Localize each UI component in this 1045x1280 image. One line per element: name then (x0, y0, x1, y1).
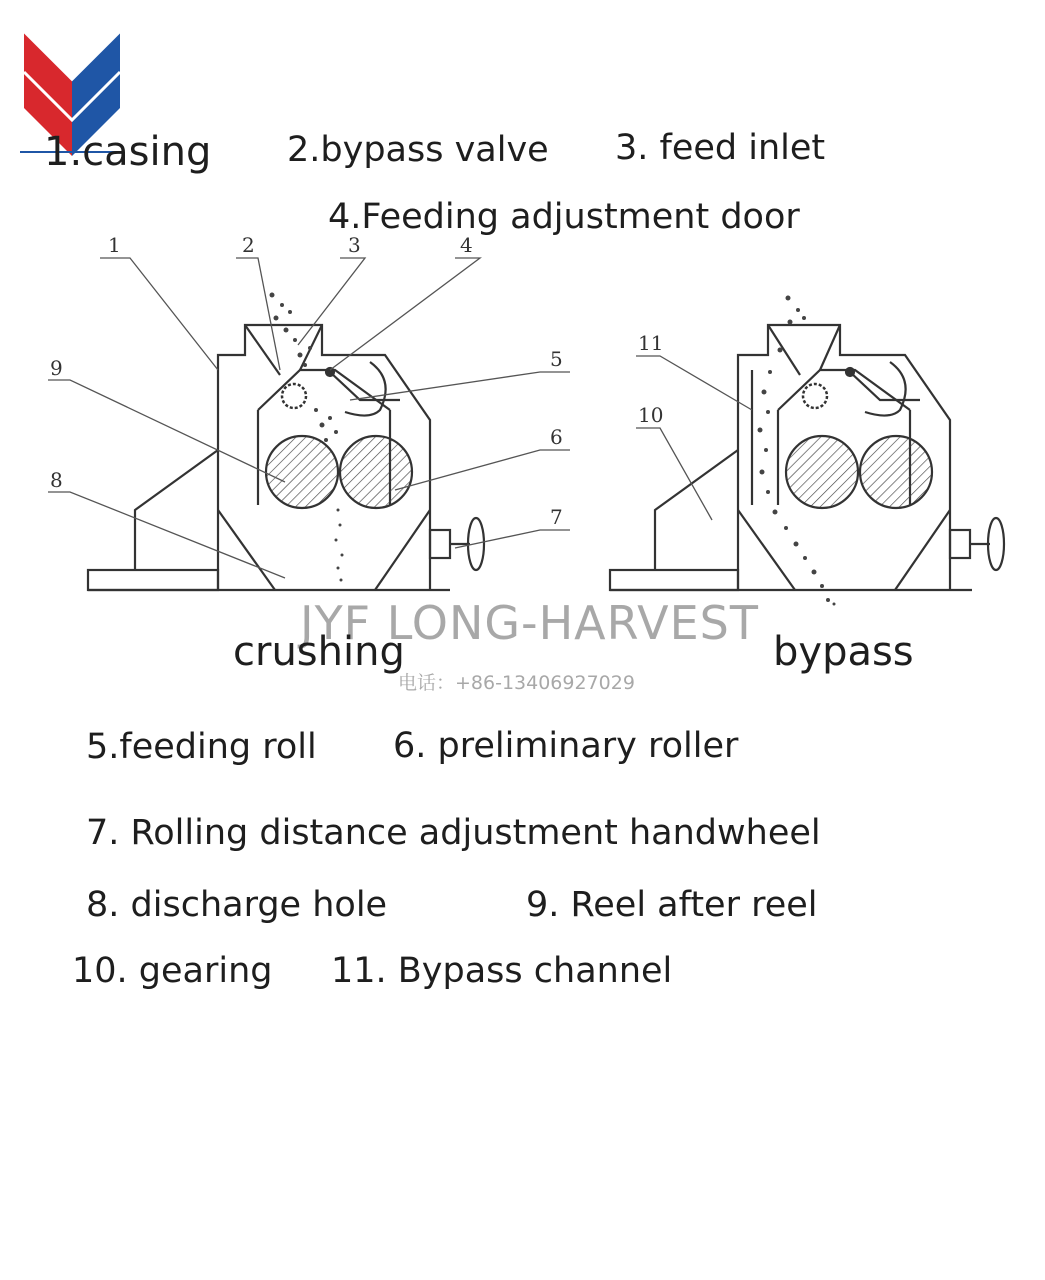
callout-5: 5 (550, 347, 563, 371)
label-bypass-channel: 11. Bypass channel (331, 951, 673, 991)
callout-9: 9 (50, 356, 63, 380)
label-gearing: 10. gearing (72, 951, 273, 991)
label-handwheel: 7. Rolling distance adjustment handwheel (86, 813, 821, 853)
label-casing: 1.casing (44, 129, 212, 175)
label-discharge-hole: 8. discharge hole (86, 885, 388, 925)
callout-8: 8 (50, 468, 63, 492)
callout-11: 11 (638, 331, 664, 355)
mode-bypass-caption: bypass (773, 629, 914, 675)
label-reel-after-reel: 9. Reel after reel (526, 885, 818, 925)
label-feeding-roll: 5.feeding roll (86, 727, 317, 767)
watermark-phone: 电话：+86-13406927029 (398, 672, 635, 694)
callout-2: 2 (242, 233, 255, 257)
callout-3: 3 (348, 233, 361, 257)
label-preliminary-roller: 6. preliminary roller (393, 726, 739, 766)
callout-10: 10 (638, 403, 664, 427)
mode-crushing-caption: crushing (233, 629, 405, 675)
label-feeding-adjustment-door: 4.Feeding adjustment door (328, 197, 800, 237)
callout-4: 4 (460, 233, 473, 257)
label-feed-inlet: 3. feed inlet (615, 128, 826, 168)
watermark-brand: JYF LONG-HARVEST (300, 596, 759, 650)
callout-6: 6 (550, 425, 563, 449)
callout-1: 1 (108, 233, 121, 257)
label-bypass-valve: 2.bypass valve (287, 130, 549, 170)
callout-7: 7 (550, 505, 563, 529)
